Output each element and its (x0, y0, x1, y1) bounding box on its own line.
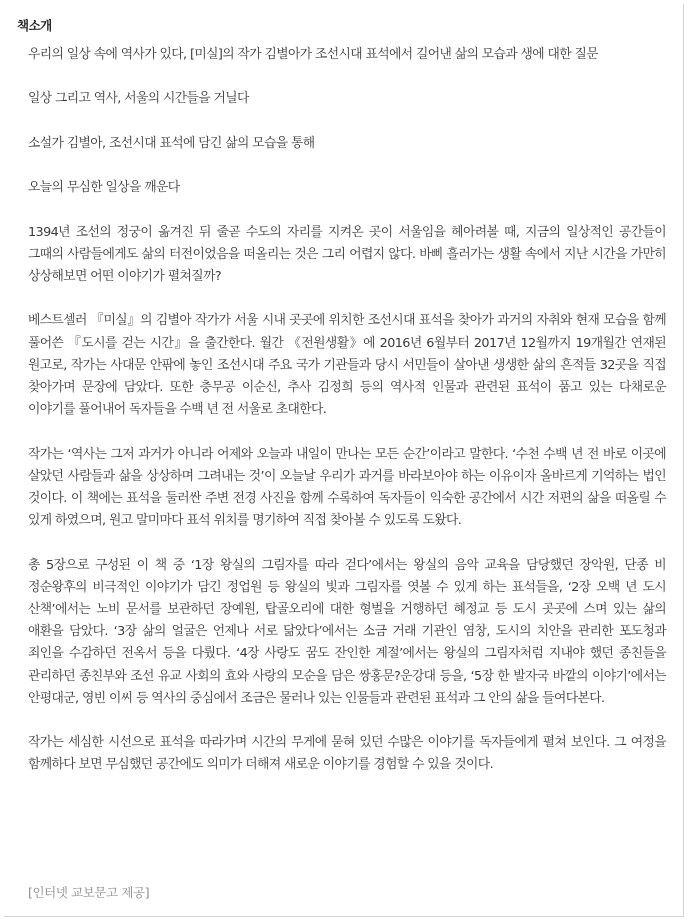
body-paragraph-4: 총 5장으로 구성된 이 책 중 ‘1장 왕실의 그림자를 따라 걷다’에서는 왕실의 음악 교육을 담당했던 장악원, 단종 비 정순왕후의 비극적인 이야기가 담긴 정업원 등 왕실의 빛과 그림자를 엿볼 수 있게 하는 표석들을, ‘2장 오백 년 도시 산책’에서는 노비 문서를 보관하던 장예원, 탑골오리에 대한 형벌을 거행하던 혜정교 등 도시 곳곳에 스며 있는 삶의 애환을 담았다. ‘3장 삶의 얼굴은 언제나 서로 닮았다’에서는 소금 거래 기관인 염창, 도시의 치안을 관리한 포도청과 죄인을 수감하던 전옥서 등을 다뤘다. ‘4장 사랑도 꿈도 잔인한 계절’에서는 왕실의 그림자처럼 지내야 했던 종친들을 관리하던 종친부와 조선 유교 사회의 효와 사랑의 모순을 담은 쌍홍문?운강대 등을, ‘5장 한 발자국 바깥의 이야기’에서는 안평대군, 영빈 이씨 등 역사의 중심에서 조금은 물러나 있는 인물들과 관련된 표석과 그 안의 삶을 들여다본다. (28, 557, 666, 706)
section-title: 책소개 (17, 18, 52, 33)
body-paragraph-2: 베스트셀러 『미실』의 김별아 작가가 서울 시내 곳곳에 위치한 조선시대 표석을 찾아가 과거의 자취와 현재 모습을 함께 풀어쓴 『도시를 걷는 시간』을 출간한다. 월간 《전원생활》에 2016년 6월부터 2017년 12월까지 19개월간 연재된 원고로, 작가는 사대문 안팎에 놓인 조선시대 주요 국가 기관들과 당시 서민들이 살아낸 생생한 삶의 흔적들 32곳을 직접 찾아가며 문장에 담았다. 또한 충무공 이순신, 추사 김정희 등의 역사적 인물과 관련된 표석이 품고 있는 다채로운 이야기를 풀어내어 독자들을 수백 년 전 서울로 초대한다. (28, 313, 666, 418)
tagline-2: 소설가 김별아, 조선시대 표석에 담긴 삶의 모습을 통해 (28, 135, 315, 151)
book-description (28, 44, 666, 799)
tagline-3: 오늘의 무심한 일상을 깨운다 (28, 180, 180, 196)
tagline-1: 일상 그리고 역사, 서울의 시간들을 거닐다 (28, 91, 249, 107)
body-paragraph-3: 작가는 ‘역사는 그저 과거가 아니라 어제와 오늘과 내일이 만나는 모든 순간’이라고 말한다. ‘수천 수백 년 전 바로 이곳에 살았던 사람들과 삶을 상상하며 그려내는 것’이 오늘날 우리가 과거를 바라보아야 하는 이유이자 올바르게 기억하는 법인 것이다. 이 책에는 표석을 둘러싼 주변 전경 사진을 함께 수록하여 독자들이 익숙한 공간에서 시간 저편의 삶을 떠올릴 수 있게 하였으며, 원고 말미마다 표석 위치를 명기하여 직접 찾아볼 수 있도록 도왔다. (28, 446, 666, 529)
intro-paragraph: 우리의 일상 속에 역사가 있다, [미실]의 작가 김별아가 조선시대 표석에서 길어낸 삶의 모습과 생에 대한 질문 (28, 47, 599, 62)
source-credit: [인터넷 교보문고 제공] (28, 885, 150, 900)
body-paragraph-5: 작가는 세심한 시선으로 표석을 따라가며 시간의 무게에 묻혀 있던 수많은 이야기를 독자들에게 펼쳐 보인다. 그 여정을 함께하다 보면 무심했던 공간에도 의미가 더해져 새로운 이야기를 경험할 수 있을 것이다. (28, 735, 666, 773)
body-paragraph-1: 1394년 조선의 정궁이 옮겨진 뒤 줄곧 수도의 자리를 지켜온 곳이 서울임을 헤아려볼 때, 지금의 일상적인 공간들이 그때의 사람들에게도 삶의 터전이었음을 떠올리는 것은 그리 어렵지 않다. 바삐 흘러가는 생활 속에서 지난 시간을 가만히 상상해보면 어떤 이야기가 펼쳐질까? (28, 224, 666, 284)
